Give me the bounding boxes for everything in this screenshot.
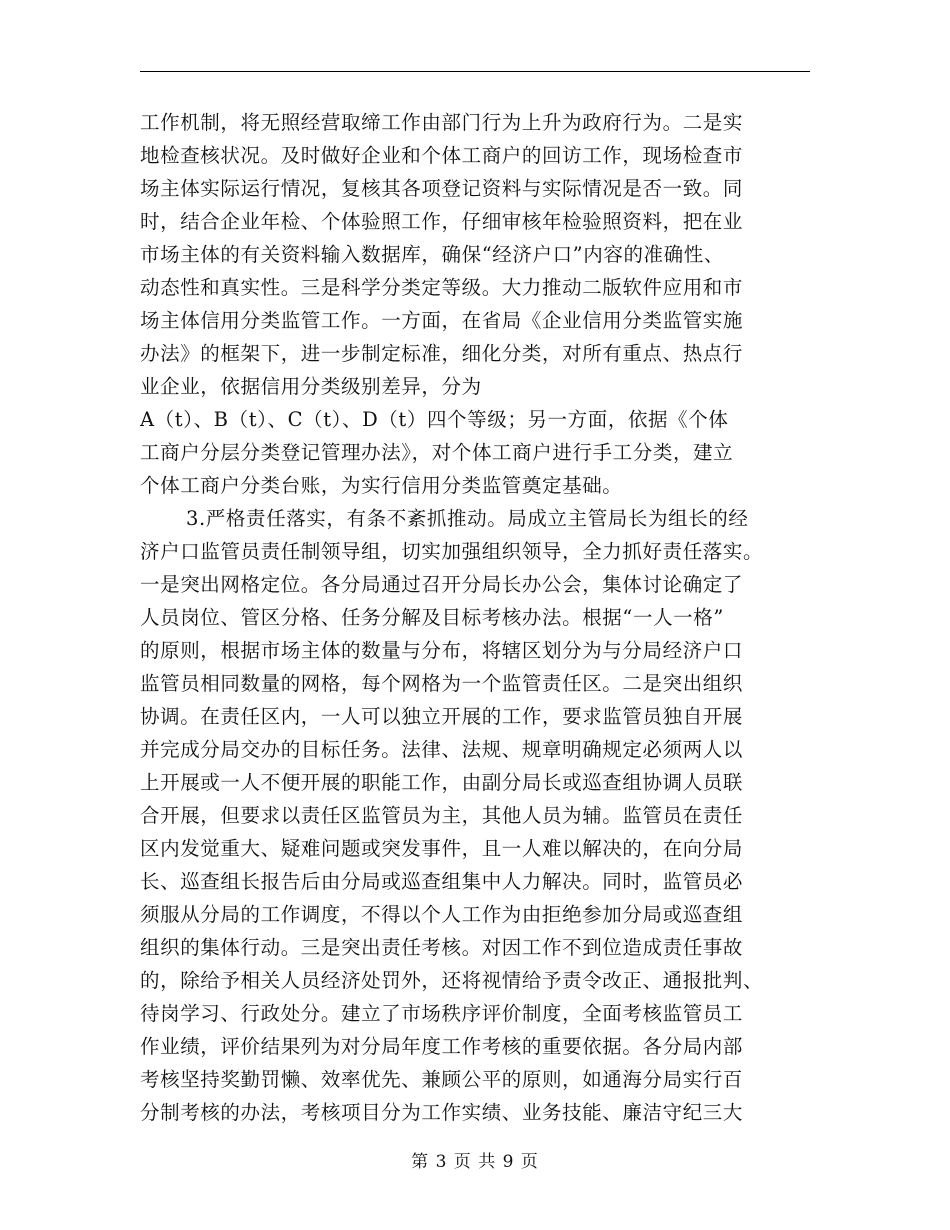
text-line: 的，除给予相关人员经济处罚外，还将视情给予责令改正、通报批判、 bbox=[140, 969, 764, 992]
text-line: 监管员相同数量的网格，每个网格为一个监管责任区。二是突出组织 bbox=[140, 672, 744, 695]
text-line: 地检查核状况。及时做好企业和个体工商户的回访工作，现场检查市 bbox=[140, 144, 744, 167]
document-body bbox=[140, 106, 820, 1129]
text-line: 场主体信用分类监管工作。一方面，在省局《企业信用分类监管实施 bbox=[140, 309, 744, 332]
text-line: 作业绩，评价结果列为对分局年度工作考核的重要依据。各分局内部 bbox=[140, 1035, 744, 1058]
text-line: 动态性和真实性。三是科学分类定等级。大力推动二版软件应用和市 bbox=[140, 276, 744, 299]
text-line: 区内发觉重大、疑难问题或突发事件，且一人难以解决的，在向分局 bbox=[140, 837, 744, 860]
text-line: 时，结合企业年检、个体验照工作，仔细审核年检验照资料，把在业 bbox=[140, 210, 744, 233]
text-line: 一是突出网格定位。各分局通过召开分局长办公会，集体讨论确定了 bbox=[140, 573, 744, 596]
text-line: 长、巡查组长报告后由分局或巡查组集中人力解决。同时，监管员必 bbox=[140, 870, 744, 893]
text-line: 并完成分局交办的目标任务。法律、法规、规章明确规定必须两人以 bbox=[140, 738, 744, 761]
header-rule bbox=[140, 71, 810, 72]
text-line: 考核坚持奖勤罚懒、效率优先、兼顾公平的原则，如通海分局实行百 bbox=[140, 1068, 744, 1091]
text-line: 个体工商户分类台账，为实行信用分类监管奠定基础。 bbox=[140, 474, 623, 497]
text-line: 工作机制，将无照经营取缔工作由部门行为上升为政府行为。二是实 bbox=[140, 111, 744, 134]
text-line: 组织的集体行动。三是突出责任考核。对因工作不到位造成责任事故 bbox=[140, 936, 744, 959]
text-line-paragraph-start: 3.严格责任落实，有条不紊抓推动。局成立主管局长为组长的经 bbox=[186, 507, 749, 530]
text-line: 场主体实际运行情况，复核其各项登记资料与实际情况是否一致。同 bbox=[140, 177, 744, 200]
text-line: A（t）、B（t）、C（t）、D（t）四个等级；另一方面，依据《个体 bbox=[140, 408, 729, 431]
text-line: 的原则，根据市场主体的数量与分布，将辖区划分为与分局经济户口 bbox=[140, 639, 744, 662]
text-line: 合开展，但要求以责任区监管员为主，其他人员为辅。监管员在责任 bbox=[140, 804, 744, 827]
text-line: 济户口监管员责任制领导组，切实加强组织领导，全力抓好责任落实。 bbox=[140, 540, 764, 563]
text-line: 上开展或一人不便开展的职能工作，由副分局长或巡查组协调人员联 bbox=[140, 771, 744, 794]
text-line: 办法》的框架下，进一步制定标准，细化分类，对所有重点、热点行 bbox=[140, 342, 744, 365]
page-number-footer: 第 3 页 共 9 页 bbox=[411, 1152, 539, 1172]
text-line: 协调。在责任区内，一人可以独立开展的工作，要求监管员独自开展 bbox=[140, 705, 744, 728]
text-line: 市场主体的有关资料输入数据库，确保“经济户口”内容的准确性、 bbox=[140, 243, 724, 266]
text-line: 待岗学习、行政处分。建立了市场秩序评价制度，全面考核监管员工 bbox=[140, 1002, 744, 1025]
text-line: 工商户分层分类登记管理办法》，对个体工商户进行手工分类，建立 bbox=[140, 441, 734, 464]
text-line: 人员岗位、管区分格、任务分解及目标考核办法。根据“一人一格” bbox=[140, 606, 724, 629]
text-line: 分制考核的办法，考核项目分为工作实绩、业务技能、廉洁守纪三大 bbox=[140, 1101, 744, 1124]
text-line: 业企业，依据信用分类级别差异，分为 bbox=[140, 375, 482, 398]
text-line: 须服从分局的工作调度，不得以个人工作为由拒绝参加分局或巡查组 bbox=[140, 903, 744, 926]
